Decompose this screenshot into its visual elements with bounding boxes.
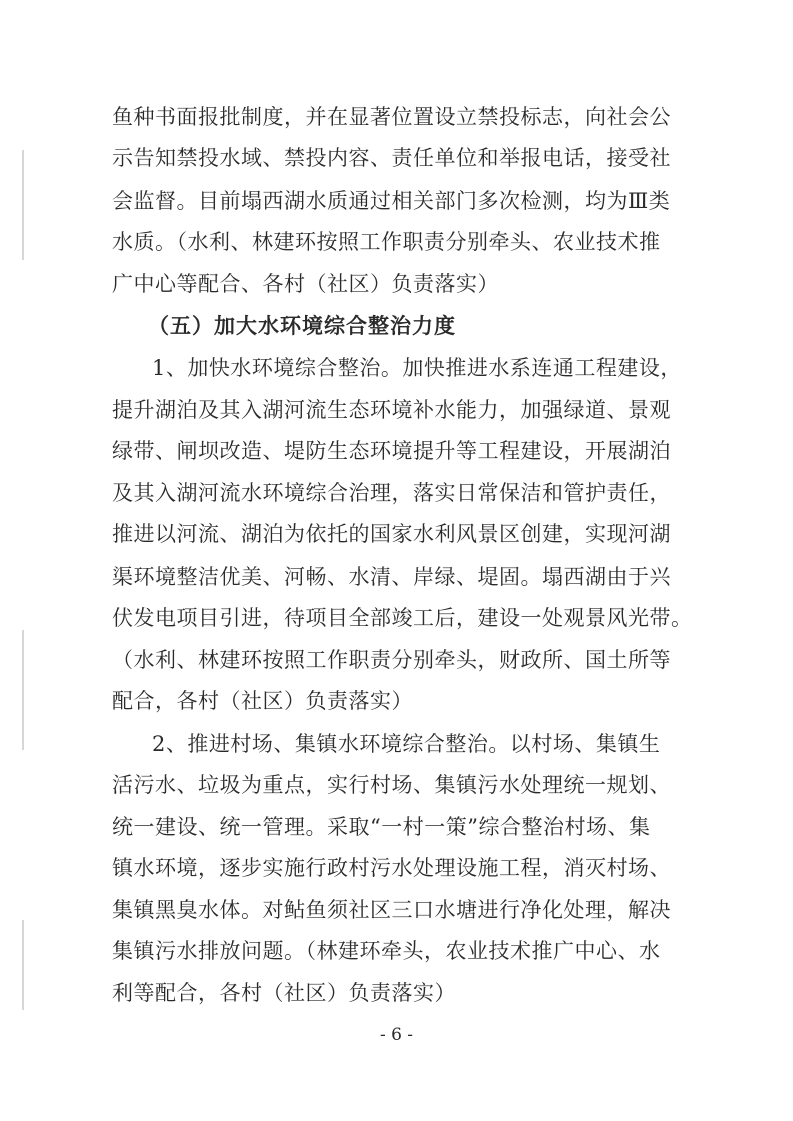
page-number: - 6 -: [379, 1025, 414, 1045]
body-text-line: 示告知禁投水域、禁投内容、责任单位和举报电话，接受社: [112, 146, 671, 170]
scan-edge-mark: [22, 150, 24, 260]
scan-edge-mark: [22, 920, 24, 1010]
body-text-line: 镇水环境，逐步实施行政村污水处理设施工程，消灭村场、: [112, 856, 671, 880]
body-text-line: 会监督。目前塌西湖水质通过相关部门多次检测，均为Ⅲ类: [112, 189, 671, 213]
body-text-line: 统一建设、统一管理。采取“一村一策”综合整治村场、集: [112, 815, 651, 839]
body-text-line: 配合，各村（社区）负责落实）: [112, 689, 413, 713]
body-text-line: 集镇黑臭水体。对鲇鱼须社区三口水塘进行净化处理，解决: [112, 898, 671, 922]
section-heading: （五）加大水环境综合整治力度: [148, 314, 456, 338]
body-text-line: 利等配合，各村（社区）负责落实）: [112, 981, 456, 1005]
body-text-line: 鱼种书面报批制度，并在显著位置设立禁投标志，向社会公: [112, 105, 671, 129]
body-text-line: 水质。（水利、林建环按照工作职责分别牵头、农业技术推: [112, 230, 661, 254]
body-text-line: 推进以河流、湖泊为依托的国家水利风景区创建，实现河湖: [112, 522, 671, 546]
body-text-line: （水利、林建环按照工作职责分别牵头，财政所、国土所等: [112, 648, 671, 672]
body-text-line: 渠环境整洁优美、河畅、水清、岸绿、堤固。塌西湖由于兴: [112, 565, 671, 589]
body-text-line: 集镇污水排放问题。（林建环牵头，农业技术推广中心、水: [112, 939, 661, 963]
body-text-line: 提升湖泊及其入湖河流生态环境补水能力，加强绿道、景观: [112, 398, 671, 422]
body-text-line: 绿带、闸坝改造、堤防生态环境提升等工程建设，开展湖泊: [112, 439, 671, 463]
body-text-line: 及其入湖河流水环境综合治理，落实日常保洁和管护责任，: [112, 481, 671, 505]
body-text-line: 广中心等配合、各村（社区）负责落实）: [112, 272, 499, 296]
scan-edge-mark: [22, 630, 24, 750]
body-text-line: 伏发电项目引进，待项目全部竣工后，建设一处观景风光带。: [112, 606, 693, 630]
body-text-line: 活污水、垃圾为重点，实行村场、集镇污水处理统一规划、: [112, 773, 671, 797]
paragraph-first-line: 2、推进村场、集镇水环境综合整治。以村场、集镇生: [152, 732, 661, 756]
paragraph-first-line: 1、加快水环境综合整治。加快推进水系连通工程建设，: [152, 356, 682, 380]
